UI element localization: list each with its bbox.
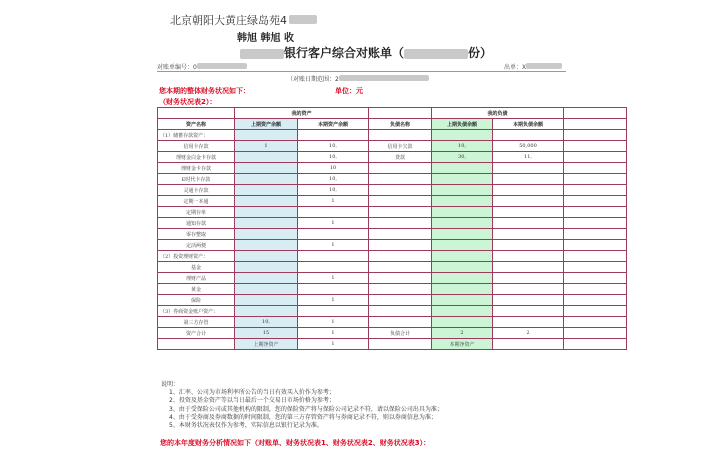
curr-liab-cell [493,163,564,174]
prev-liab-cell [432,317,493,328]
notes-title: 说明： [161,381,180,388]
curr-asset-cell [298,130,369,141]
table-row [158,284,627,295]
curr-liab-cell [493,317,564,328]
prev-asset-header: 上期资产余额 [235,119,298,130]
curr-asset-cell [298,229,369,240]
prev-asset-cell: 10, [235,317,298,328]
asset-name-cell: 定期存单 [158,207,235,218]
liab-name-cell [369,262,432,273]
table-row [158,141,627,152]
prev-asset-cell [235,306,298,317]
table-row [158,339,627,350]
curr-liab-cell: 11, [493,152,564,163]
prev-liab-cell [432,262,493,273]
asset-name-cell: （2）投资理财资产： [158,251,235,262]
liab-name-header: 负债名称 [369,119,432,130]
notes-section [161,381,443,430]
table-row [158,185,627,196]
prev-asset-cell [235,174,298,185]
liab-name-cell [369,229,432,240]
prev-liab-cell [432,207,493,218]
note-item: 1、汇率、公司为市场利率所公告的当日有效买入价作为参考； [169,389,335,397]
prev-asset-cell [235,262,298,273]
prev-liab-cell [432,251,493,262]
prev-asset-cell: 15 [235,328,298,339]
prev-liab-cell [432,306,493,317]
liab-name-cell [369,284,432,295]
curr-asset-header: 本期资产余额 [298,119,369,130]
prev-asset-cell [235,163,298,174]
curr-liab-cell [493,284,564,295]
table-row [158,273,627,284]
table-row [158,240,627,251]
liab-name-cell [369,130,432,141]
prev-asset-cell [235,295,298,306]
prev-liab-cell: 10, [432,141,493,152]
liab-name-cell [369,240,432,251]
prev-liab-cell [432,284,493,295]
financial-status-table [157,107,627,350]
curr-asset-cell [298,207,369,218]
asset-name-cell: （1）储蓄存款资产： [158,130,235,141]
liab-name-cell [369,218,432,229]
asset-name-cell: 零存整取 [158,229,235,240]
liab-name-cell [369,163,432,174]
curr-liab-cell: 2 [493,328,564,339]
curr-liab-cell [493,185,564,196]
prev-asset-cell [235,251,298,262]
curr-asset-cell: 10, [298,141,369,152]
liab-name-cell [369,317,432,328]
table-row [158,163,627,174]
asset-name-cell: 保险 [158,295,235,306]
table-row [158,262,627,273]
liab-name-cell [369,174,432,185]
curr-asset-cell: 10, [298,185,369,196]
table-row [158,328,627,339]
prev-liab-cell [432,185,493,196]
mailing-address: 北京朝阳大黄庄绿岛苑4 [170,12,317,28]
asset-name-cell: 理财金卡存款 [158,163,235,174]
asset-name-cell: 定期一本通 [158,196,235,207]
prev-asset-cell [235,196,298,207]
table-row [158,174,627,185]
curr-liab-header: 本期负债余额 [493,119,564,130]
recipient-names: 韩旭 韩旭 收 [237,33,294,44]
curr-liab-cell [493,196,564,207]
table-row [158,295,627,306]
prev-asset-cell [235,273,298,284]
prev-asset-cell [235,218,298,229]
curr-asset-cell: 1 [298,273,369,284]
table-row [158,207,627,218]
curr-liab-cell [493,174,564,185]
my-liabilities-header: 我的负债 [432,108,564,119]
curr-asset-cell [298,262,369,273]
prev-liab-cell [432,240,493,251]
group-header-row [158,108,627,119]
prev-asset-cell [235,185,298,196]
table-row [158,130,627,141]
curr-liab-cell [493,339,564,350]
curr-liab-cell [493,240,564,251]
prev-asset-cell [235,240,298,251]
asset-name-cell: （3）券商资金账户资产： [158,306,235,317]
my-assets-header: 我的资产 [235,108,369,119]
statement-title: 银行客户综合对账单（ 份） [240,44,492,61]
curr-asset-cell: 10, [298,152,369,163]
header-divider [157,71,566,72]
prev-liab-cell [432,174,493,185]
prev-liab-cell [432,130,493,141]
curr-asset-cell: 1 [298,317,369,328]
curr-asset-cell: 1 [298,218,369,229]
asset-name-cell: 基金 [158,262,235,273]
liab-name-cell: 负债合计 [369,328,432,339]
prev-asset-cell [235,207,298,218]
asset-name-cell: 理财产品 [158,273,235,284]
table-row [158,196,627,207]
liab-name-cell [369,306,432,317]
asset-name-cell: 灵通卡存款 [158,185,235,196]
curr-liab-cell [493,229,564,240]
asset-name-cell: 资产合计 [158,328,235,339]
asset-name-cell: 黄金 [158,284,235,295]
liab-name-cell [369,251,432,262]
overall-status-heading: 您本期的整体财务状况如下： [159,87,250,95]
curr-liab-cell [493,207,564,218]
curr-liab-cell [493,306,564,317]
asset-name-cell: 理财金白金卡存款 [158,152,235,163]
prev-liab-cell: 30, [432,152,493,163]
asset-name-cell: 定活两便 [158,240,235,251]
issue-info: 出单：X [504,62,562,71]
curr-liab-cell [493,273,564,284]
curr-asset-cell: 1 [298,328,369,339]
prev-liab-cell [432,273,493,284]
prev-liab-cell [432,196,493,207]
liab-name-cell: 信用卡欠款 [369,141,432,152]
curr-liab-cell [493,251,564,262]
prev-asset-cell: 1 [235,141,298,152]
curr-asset-cell: 1 [298,240,369,251]
note-item: 5、本财务状况表仅作为参考，实际信息以银行记录为准。 [169,422,323,430]
liab-name-cell: 贷款 [369,152,432,163]
curr-liab-cell: 50,000 [493,141,564,152]
curr-liab-cell [493,218,564,229]
liab-name-cell [369,339,432,350]
curr-liab-cell [493,262,564,273]
curr-asset-cell [298,251,369,262]
table-row [158,317,627,328]
note-item: 3、由于受保险公司或其他机构的限制，您的保险资产将与保险公司记录不符，请以保险公司出具为准； [169,405,443,413]
table-row [158,306,627,317]
prev-liab-header: 上期负债余额 [432,119,493,130]
liab-name-cell [369,196,432,207]
liab-name-cell [369,273,432,284]
asset-name-header: 资产名称 [158,119,235,130]
asset-name-cell: 信用卡存款 [158,141,235,152]
statement-number: 对账单编号：0 [157,62,247,71]
asset-name-cell: 第三方存管 [158,317,235,328]
prev-liab-cell: 2 [432,328,493,339]
annual-analysis-heading: 您的本年度财务分析情况如下（对账单、财务状况表1、财务状况表2、财务状况表3）： [160,439,431,447]
note-item: 4、由于受券商及券商数据的时间限制，您的第三方存管资产将与券商记录不符，则以券商信息为准； [169,413,437,421]
table-row [158,152,627,163]
status-table-heading: （财务状况表2）： [159,98,217,106]
note-item: 2、投资及基金资产等以当日最后一个交易日市场价格为参考； [169,397,335,405]
prev-liab-cell [432,163,493,174]
prev-liab-cell [432,229,493,240]
column-header-row [158,119,627,130]
curr-asset-cell [298,306,369,317]
curr-asset-cell: 10, [298,174,369,185]
prev-asset-cell [235,152,298,163]
asset-name-cell [158,339,235,350]
prev-liab-cell [432,295,493,306]
liab-name-cell [369,185,432,196]
prev-asset-cell [235,130,298,141]
prev-liab-cell: 本期净资产 [432,339,493,350]
curr-liab-cell [493,295,564,306]
curr-asset-cell: 1 [298,196,369,207]
prev-asset-cell: 上期净资产 [235,339,298,350]
curr-liab-cell [493,130,564,141]
currency-unit: 单位：元 [335,87,363,95]
table-row [158,229,627,240]
table-row [158,251,627,262]
liab-name-cell [369,207,432,218]
prev-asset-cell [235,229,298,240]
prev-liab-cell [432,218,493,229]
curr-asset-cell: 10 [298,163,369,174]
table-row [158,218,627,229]
prev-asset-cell [235,284,298,295]
liab-name-cell [369,295,432,306]
asset-name-cell: 通知存款 [158,218,235,229]
curr-asset-cell [298,284,369,295]
curr-asset-cell: 1 [298,295,369,306]
curr-asset-cell: 1 [298,339,369,350]
statement-period: （对账日期范围：2 [287,74,429,83]
asset-name-cell: E时代卡存款 [158,174,235,185]
